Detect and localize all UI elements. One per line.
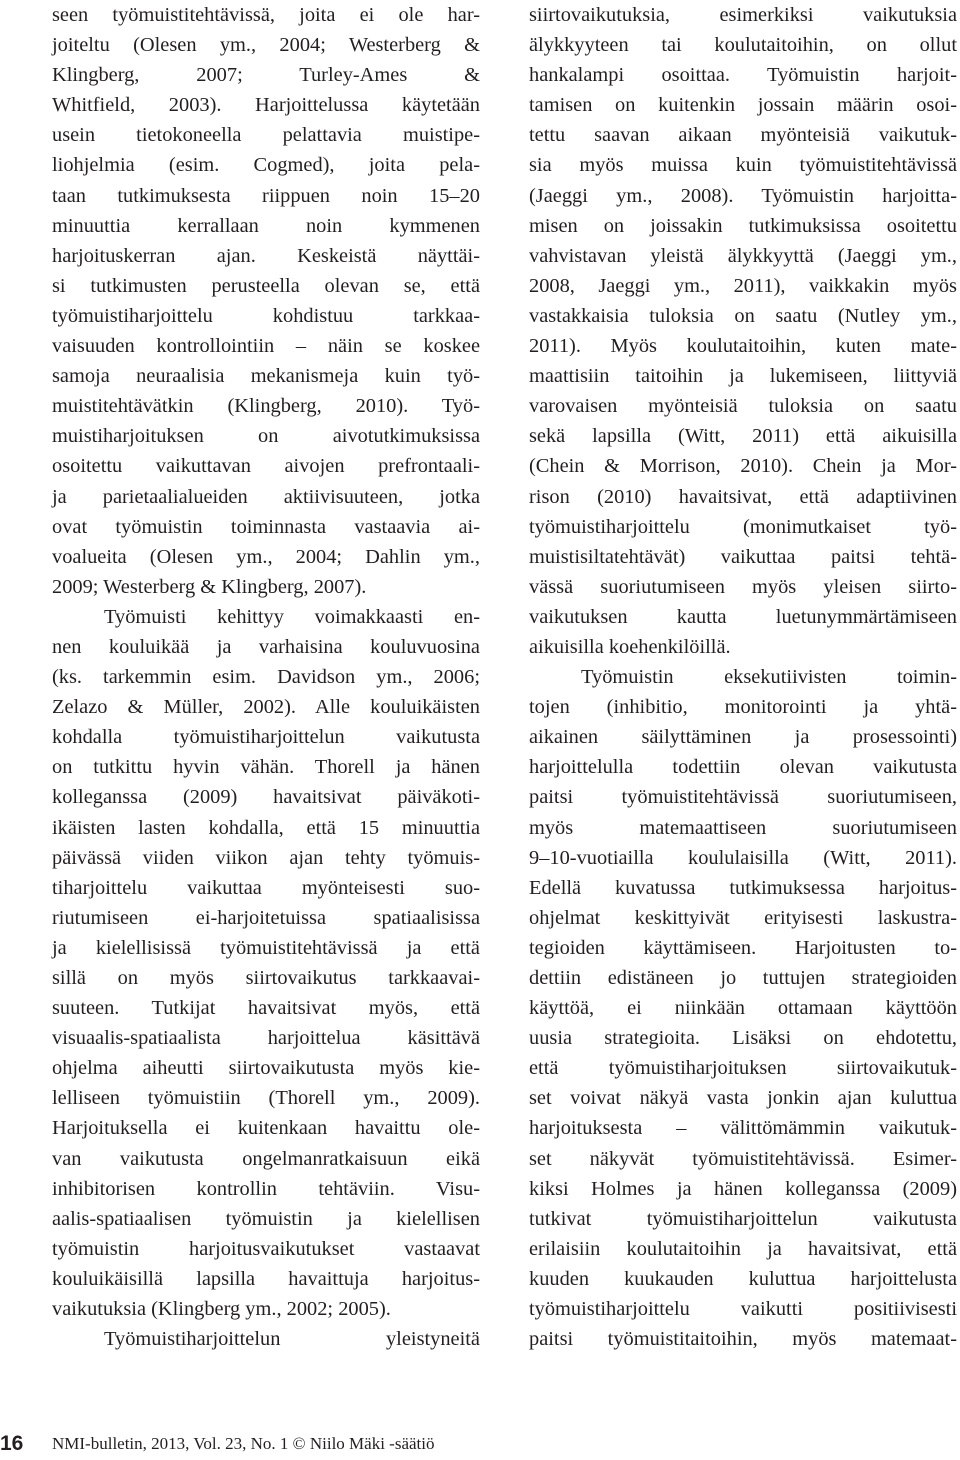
text-line: voalueita (Olesen ym., 2004; Dahlin ym.,: [52, 545, 480, 568]
page-footer: [0, 1420, 960, 1460]
text-line: vässä suoriutumiseen myös yleisen siirto-: [529, 575, 957, 598]
text-line: van vaikutusta ongelmanratkaisuun eikä: [52, 1147, 480, 1170]
text-line: usein tietokoneella pelattavia muistipe-: [52, 124, 480, 147]
text-line: osoitettu vaikuttavan aivojen prefrontaali-: [52, 455, 480, 478]
text-line: Työmuisti kehittyy voimakkaasti en-: [104, 605, 480, 628]
text-line: si tutkimusten perusteella olevan se, että: [52, 274, 480, 297]
text-line: siirtovaikutuksia, esimerkiksi vaikutuksia: [529, 4, 957, 26]
text-line: tamisen on kuitenkin jossain määrin osoi-: [529, 94, 957, 117]
text-line: riutumiseen ei-harjoitetuissa spatiaalisissa: [52, 906, 480, 929]
text-line: älykkyyteen tai koulutaitoihin, on ollut: [529, 34, 957, 57]
text-line: kohdalla työmuistiharjoittelun vaikutusta: [52, 726, 480, 749]
text-line: paitsi työmuistitaitoihin, myös matemaat-: [529, 1328, 957, 1351]
text-line: ovat työmuistin toiminnasta vastaavia ai-: [52, 515, 480, 538]
text-line: Harjoituksella ei kuitenkaan havaittu ole-: [52, 1117, 480, 1140]
text-line: vastakkaisia tuloksia on saatu (Nutley ym.,: [529, 304, 957, 327]
text-line: (ks. tarkemmin esim. Davidson ym., 2006;: [52, 666, 480, 689]
text-line: sillä on myös siirtovaikutus tarkkaavai-: [52, 967, 480, 989]
text-line: tiharjoittelu vaikuttaa myönteisesti suo-: [52, 876, 480, 899]
text-line: hankalampi osoittaa. Työmuistin harjoit-: [529, 64, 957, 87]
text-line: 2008, Jaeggi ym., 2011), vaikkakin myös: [529, 274, 957, 297]
text-line: Työmuistin eksekutiivisten toimin-: [581, 666, 957, 689]
text-line: minuuttia kerrallaan noin kymmenen: [52, 214, 480, 237]
left-text-column: [52, 0, 480, 1354]
text-line: muistitehtävätkin (Klingberg, 2010). Työ-: [52, 395, 480, 418]
text-line: myös matemaattiseen suoriutumiseen: [529, 816, 957, 839]
text-line: vaikutuksia (Klingberg ym., 2002; 2005).: [52, 1298, 391, 1321]
text-line: aikainen säilyttäminen ja prosessointi): [529, 726, 957, 749]
text-line: kolleganssa (2009) havaitsivat päiväkoti-: [52, 786, 480, 809]
page-number: 16: [0, 1432, 24, 1455]
text-line: liohjelmia (esim. Cogmed), joita pela-: [52, 154, 480, 177]
text-line: Klingberg, 2007; Turley-Ames &: [52, 64, 480, 87]
text-line: set näkyvät työmuistitehtävissä. Esimer-: [529, 1147, 957, 1170]
text-line: set voivat näkyä vasta jonkin ajan kuluttua: [529, 1087, 957, 1110]
right-text-column: [529, 0, 957, 1354]
text-line: paitsi työmuistitehtävissä suoriutumiseen,: [529, 786, 957, 809]
text-line: sia myös muissa kuin työmuistitehtävissä: [529, 154, 957, 177]
text-line: visuaalis-spatiaalista harjoittelua käsittävä: [52, 1027, 480, 1050]
text-line: tettu saavan aikaan myönteisiä vaikutuk-: [529, 124, 957, 147]
text-line: kouluikäisillä lapsilla havaittuja harjoitus-: [52, 1267, 480, 1290]
text-line: ja kielellisissä työmuistitehtävissä ja että: [52, 936, 480, 959]
text-line: ohjelmat keskittyivät erityisesti laskustra-: [529, 906, 957, 929]
text-line: päivässä viiden viikon ajan tehty työmuis-: [52, 846, 480, 869]
footer-citation: NMI-bulletin, 2013, Vol. 23, No. 1 © Niilo Mäki -säätiö: [52, 1434, 435, 1453]
text-line: tutkivat työmuistiharjoittelun vaikutusta: [529, 1207, 957, 1230]
text-line: on tutkittu hyvin vähän. Thorell ja hänen: [52, 756, 480, 779]
text-line: vahvistavan yleistä älykkyyttä (Jaeggi ym.,: [529, 244, 957, 267]
text-line: 9–10-vuotiailla koululaisilla (Witt, 2011).: [529, 846, 957, 869]
text-line: tegioiden käyttämiseen. Harjoitusten to-: [529, 936, 957, 959]
text-line: harjoituksesta – välittömämmin vaikutuk-: [529, 1117, 957, 1140]
text-line: aalis-spatiaalisen työmuistin ja kielellisen: [52, 1207, 480, 1230]
text-line: työmuistiharjoittelu vaikutti positiivisesti: [529, 1298, 957, 1321]
text-line: harjoittelulla todettiin olevan vaikutusta: [529, 756, 957, 779]
text-line: ohjelma aiheutti siirtovaikutusta myös kie-: [52, 1057, 480, 1080]
text-line: tojen (inhibitio, monitorointi ja yhtä-: [529, 696, 957, 719]
text-line: vaisuuden kontrollointiin – näin se koskee: [52, 335, 480, 358]
text-line: varovaisen myönteisiä tuloksia on saatu: [529, 395, 957, 418]
text-line: muistiharjoituksen on aivotutkimuksissa: [52, 425, 480, 448]
text-line: taan tutkimuksesta riippuen noin 15–20: [52, 184, 480, 207]
text-line: inhibitorisen kontrollin tehtäviin. Visu-: [52, 1177, 480, 1200]
text-line: suuteen. Tutkijat havaitsivat myös, että: [52, 997, 480, 1020]
text-line: 2009; Westerberg & Klingberg, 2007).: [52, 575, 367, 598]
text-line: Whitfield, 2003). Harjoittelussa käytetään: [52, 94, 480, 117]
text-line: käyttöä, ei niinkään ottamaan käyttöön: [529, 997, 957, 1020]
text-line: Edellä kuvatussa tutkimuksessa harjoitus-: [529, 876, 957, 899]
text-line: vaikutuksen kautta luetunymmärtämiseen: [529, 605, 957, 628]
text-line: sekä lapsilla (Witt, 2011) että aikuisilla: [529, 425, 957, 448]
text-line: työmuistin harjoitusvaikutukset vastaavat: [52, 1237, 480, 1260]
text-line: työmuistiharjoittelu kohdistuu tarkkaa-: [52, 304, 480, 327]
text-line: ikäisten lasten kohdalla, että 15 minuuttia: [52, 816, 480, 839]
text-line: aikuisilla koehenkilöillä.: [529, 635, 731, 658]
text-line: kuuden kuukauden kuluttua harjoittelusta: [529, 1267, 957, 1290]
text-line: Työmuistiharjoittelun yleistyneitä: [104, 1328, 480, 1351]
text-line: Zelazo & Müller, 2002). Alle kouluikäisten: [52, 696, 480, 719]
text-line: muistisiltatehtävät) vaikuttaa paitsi tehtä-: [529, 545, 957, 568]
text-line: dettiin edistäneen jo tuttujen strategioiden: [529, 967, 957, 989]
text-line: joiteltu (Olesen ym., 2004; Westerberg &: [52, 34, 480, 57]
text-line: nen kouluikää ja varhaisina kouluvuosina: [52, 635, 480, 658]
text-line: maattisiin taitoihin ja lukemiseen, liittyviä: [529, 365, 957, 388]
text-line: (Jaeggi ym., 2008). Työmuistin harjoitta-: [529, 184, 957, 207]
text-line: (Chein & Morrison, 2010). Chein ja Mor-: [529, 455, 957, 478]
text-line: harjoituskerran ajan. Keskeistä näyttäi-: [52, 244, 480, 267]
text-line: seen työmuistitehtävissä, joita ei ole har-: [52, 4, 480, 26]
text-line: kiksi Holmes ja hänen kolleganssa (2009): [529, 1177, 957, 1200]
text-line: että työmuistiharjoituksen siirtovaikutuk-: [529, 1057, 957, 1080]
text-line: ja parietaalialueiden aktiivisuuteen, jotka: [52, 485, 480, 508]
text-line: rison (2010) havaitsivat, että adaptiivinen: [529, 485, 957, 508]
text-line: työmuistiharjoittelu (monimutkaiset työ-: [529, 515, 957, 538]
text-line: misen on joissakin tutkimuksissa osoitettu: [529, 214, 957, 237]
text-line: 2011). Myös koulutaitoihin, kuten mate-: [529, 335, 957, 358]
text-line: lelliseen työmuistiin (Thorell ym., 2009).: [52, 1087, 480, 1110]
text-line: uusia strategioita. Lisäksi on ehdotettu,: [529, 1027, 957, 1050]
text-line: erilaisiin koulutaitoihin ja havaitsivat, että: [529, 1237, 957, 1260]
text-line: samoja neuraalisia mekanismeja kuin työ-: [52, 365, 480, 388]
